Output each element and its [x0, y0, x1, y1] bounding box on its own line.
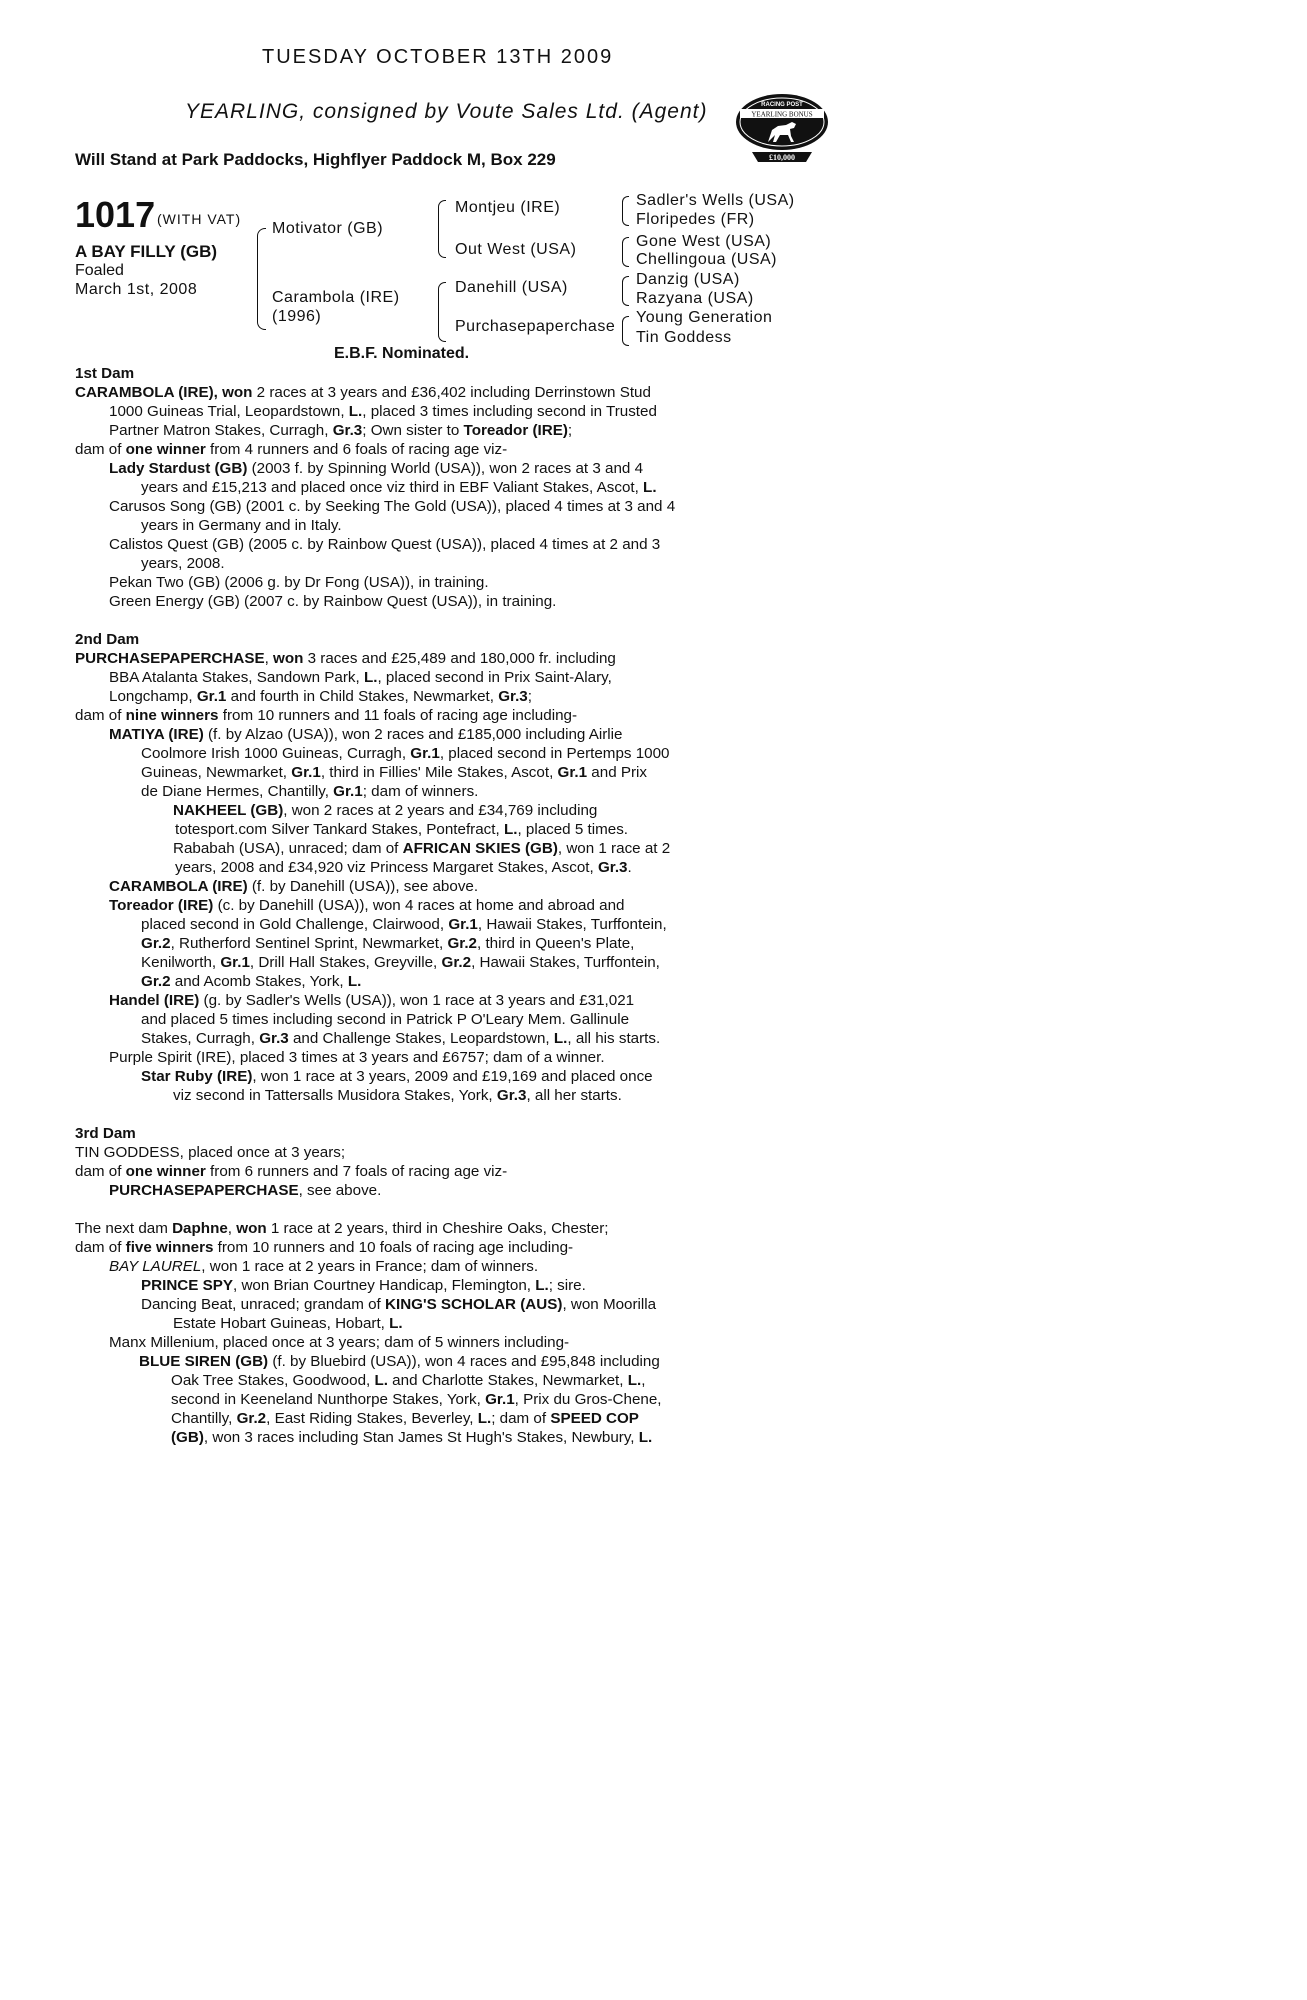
- vat-note: (WITH VAT): [157, 211, 242, 227]
- body-line: [75, 668, 765, 687]
- body-text: , East Riding Stakes, Beverley,: [266, 1410, 478, 1427]
- horse-name: NAKHEEL (GB): [173, 802, 284, 819]
- body-text: Longchamp,: [109, 688, 197, 705]
- body-text: totesport.com Silver Tankard Stakes, Pontefract,: [175, 821, 504, 838]
- race-grade: L.: [347, 973, 362, 990]
- dam-dam: Purchasepaperchase: [455, 318, 616, 335]
- body-text: and Prix: [587, 764, 648, 781]
- body-line: [75, 1314, 765, 1333]
- body-text: Partner Matron Stakes, Curragh,: [109, 422, 333, 439]
- body-line: [75, 440, 765, 459]
- body-text: Kenilworth,: [141, 954, 221, 971]
- sire-dam: Out West (USA): [455, 241, 577, 258]
- body-text: Guineas, Newmarket,: [141, 764, 292, 781]
- race-grade: L.: [553, 1030, 568, 1047]
- body-line: Green Energy (GB) (2007 c. by Rainbow Quest (USA)), in training.: [109, 593, 557, 610]
- race-grade: Gr.1: [333, 783, 363, 800]
- sire: Motivator (GB): [272, 220, 384, 237]
- body-text: ,: [264, 650, 274, 667]
- horse-name: CARAMBOLA (IRE): [109, 878, 248, 895]
- body-text: , Prix du Gros-Chene,: [514, 1391, 662, 1408]
- dam-sire-dam: Razyana (USA): [636, 290, 754, 307]
- body-text: BBA Atalanta Stakes, Sandown Park,: [109, 669, 364, 686]
- race-grade: L.: [503, 821, 518, 838]
- dam-sire: Danehill (USA): [455, 279, 568, 296]
- race-grade: Gr.1: [196, 688, 227, 705]
- body-line: [75, 478, 765, 497]
- race-grade: Gr.1: [448, 916, 478, 933]
- body-line: [75, 402, 765, 421]
- ebf-nominated: E.B.F. Nominated.: [334, 345, 470, 362]
- race-grade: Gr.1: [557, 764, 588, 781]
- body-text: dam of: [75, 707, 126, 724]
- race-grade: L.: [638, 1429, 653, 1446]
- body-line: and placed 5 times including second in Patrick P O'Leary Mem. Gallinule: [141, 1011, 630, 1028]
- badge-amount: £10,000: [769, 153, 795, 162]
- won-label: won: [236, 1220, 267, 1237]
- body-line: Purple Spirit (IRE), placed 3 times at 3 years and £6757; dam of a winner.: [109, 1049, 605, 1066]
- body-text: and fourth in Child Stakes, Newmarket,: [226, 688, 499, 705]
- body-text: , all his starts.: [567, 1030, 661, 1047]
- horse-name: BAY LAUREL: [109, 1258, 202, 1275]
- body-text: and Acomb Stakes, York,: [170, 973, 348, 990]
- horse-name: Lady Stardust (GB): [109, 460, 248, 477]
- race-grade: L.: [363, 669, 378, 686]
- body-text: (c. by Danehill (USA)), won 4 races at home and abroad and: [213, 897, 625, 914]
- body-line: [75, 1295, 765, 1314]
- dam-year: (1996): [272, 308, 322, 325]
- body-line: [75, 991, 765, 1010]
- body-text: , placed second in Pertemps 1000: [439, 745, 670, 762]
- race-grade: Gr.2: [236, 1410, 267, 1427]
- body-text: The next dam: [75, 1220, 173, 1237]
- horse-name: BLUE SIREN (GB): [139, 1353, 269, 1370]
- body-text: placed second in Gold Challenge, Clairwood,: [141, 916, 449, 933]
- pedigree-brace-6: [622, 276, 629, 306]
- body-text: , won 1 race at 2: [557, 840, 671, 857]
- winners-count: one winner: [125, 1163, 206, 1180]
- race-grade: Gr.2: [447, 935, 477, 952]
- body-text: , placed 3 times including second in Trusted: [362, 403, 657, 420]
- body-line: [75, 383, 765, 402]
- body-text: , won 3 races including Stan James St Hugh's Stakes, Newbury,: [203, 1429, 639, 1446]
- body-text: , see above.: [298, 1182, 382, 1199]
- dam-dam-dam: Tin Goddess: [636, 329, 732, 346]
- body-line: Carusos Song (GB) (2001 c. by Seeking The Gold (USA)), placed 4 times at 3 and 4: [109, 498, 676, 515]
- pedigree-brace-5: [622, 237, 629, 267]
- body-line: [75, 839, 765, 858]
- body-text: Coolmore Irish 1000 Guineas, Curragh,: [141, 745, 411, 762]
- race-grade: L.: [535, 1277, 549, 1294]
- body-line: Pekan Two (GB) (2006 g. by Dr Fong (USA)), in training.: [109, 574, 489, 591]
- body-text: , third in Fillies' Mile Stakes, Ascot,: [320, 764, 558, 781]
- race-grade: Gr.3: [498, 688, 528, 705]
- body-line: [75, 1371, 765, 1390]
- body-text: ; dam of: [491, 1410, 551, 1427]
- body-text: , all her starts.: [526, 1087, 622, 1104]
- body-line: [75, 687, 765, 706]
- body-text: from 4 runners and 6 foals of racing age viz-: [205, 441, 508, 458]
- body-line: [75, 972, 765, 991]
- body-line: [75, 421, 765, 440]
- race-grade: Gr.3: [496, 1087, 527, 1104]
- badge-brand: RACING POST: [761, 102, 803, 108]
- body-line: [75, 953, 765, 972]
- body-line: [75, 1276, 765, 1295]
- body-line: years, 2008.: [141, 555, 225, 572]
- race-grade: L.: [643, 479, 657, 496]
- body-text: (f. by Alzao (USA)), won 2 races and £185,000 including Airlie: [203, 726, 623, 743]
- body-text: de Diane Hermes, Chantilly,: [141, 783, 334, 800]
- sire-sire: Montjeu (IRE): [455, 199, 561, 216]
- body-text: (2003 f. by Spinning World (USA)), won 2 races at 3 and 4: [247, 460, 644, 477]
- body-line: TIN GODDESS, placed once at 3 years;: [75, 1144, 346, 1161]
- horse-name: (GB): [171, 1429, 204, 1446]
- body-text: dam of: [75, 1239, 126, 1256]
- body-text: from 6 runners and 7 foals of racing age viz-: [205, 1163, 508, 1180]
- body-line: [75, 1067, 765, 1086]
- body-text: , won 2 races at 2 years and £34,769 including: [283, 802, 598, 819]
- race-grade: Gr.1: [485, 1391, 515, 1408]
- race-grade: Gr.3: [259, 1030, 289, 1047]
- consignor-line: YEARLING, consigned by Voute Sales Ltd. (Agent): [185, 100, 708, 123]
- body-text: , Hawaii Stakes, Turffontein,: [471, 954, 660, 971]
- won-label: won: [273, 650, 304, 667]
- horse-name: PRINCE SPY: [141, 1277, 233, 1294]
- foaled-label: Foaled: [75, 262, 124, 279]
- race-grade: L.: [389, 1315, 403, 1332]
- body-text: Oak Tree Stakes, Goodwood,: [171, 1372, 375, 1389]
- body-text: Rababah (USA), unraced; dam of: [173, 840, 403, 857]
- body-text: second in Keeneland Nunthorpe Stakes, York,: [171, 1391, 486, 1408]
- horse-name: Handel (IRE): [109, 992, 200, 1009]
- body-text: ;: [527, 688, 532, 705]
- body-text: Stakes, Curragh,: [141, 1030, 260, 1047]
- pedigree-brace-7: [622, 316, 629, 346]
- body-line: Calistos Quest (GB) (2005 c. by Rainbow Quest (USA)), placed 4 times at 2 and 3: [109, 536, 661, 553]
- body-text: , Rutherford Sentinel Sprint, Newmarket,: [170, 935, 448, 952]
- body-line: [75, 763, 765, 782]
- horse-name: PURCHASEPAPERCHASE: [75, 650, 265, 667]
- pedigree-brace-1: [257, 228, 266, 330]
- body-text: Chantilly,: [171, 1410, 237, 1427]
- body-text: .: [627, 859, 632, 876]
- body-line: [75, 915, 765, 934]
- winners-count: five winners: [125, 1239, 214, 1256]
- body-text: 1 race at 2 years, third in Cheshire Oaks, Chester;: [266, 1220, 609, 1237]
- body-text: , Hawaii Stakes, Turffontein,: [477, 916, 667, 933]
- body-text: , won 1 race at 3 years, 2009 and £19,169 and placed once: [252, 1068, 653, 1085]
- body-text: 1000 Guineas Trial, Leopardstown,: [109, 403, 349, 420]
- body-line: [75, 1162, 765, 1181]
- body-line: [75, 1428, 765, 1447]
- horse-name: Toreador (IRE): [463, 422, 568, 439]
- body-text: 2 races at 3 years and £36,402 including Derrinstown Stud: [252, 384, 651, 401]
- sire-sire-sire: Sadler's Wells (USA): [636, 192, 795, 209]
- body-line: [75, 649, 765, 668]
- body-line: [75, 1181, 765, 1200]
- horse-name: Toreador (IRE): [109, 897, 214, 914]
- body-text: from 10 runners and 11 foals of racing age including-: [218, 707, 578, 724]
- race-grade: Gr.1: [220, 954, 250, 971]
- section-heading: 1st Dam: [75, 365, 135, 382]
- body-line: [75, 1029, 765, 1048]
- body-line: [75, 782, 765, 801]
- spacer: [75, 611, 765, 630]
- body-line: [75, 934, 765, 953]
- race-grade: Gr.2: [141, 973, 171, 990]
- winners-count: nine winners: [125, 707, 219, 724]
- sale-date: TUESDAY OCTOBER 13TH 2009: [262, 46, 614, 68]
- body-text: , won 1 race at 2 years in France; dam of winners.: [201, 1258, 539, 1275]
- badge-title: YEARLING BONUS: [751, 110, 813, 119]
- horse-name: PURCHASEPAPERCHASE: [109, 1182, 299, 1199]
- body-line: [75, 1219, 765, 1238]
- body-text: Dancing Beat, unraced; grandam of: [141, 1296, 385, 1313]
- sire-dam-sire: Gone West (USA): [636, 233, 772, 250]
- body-text: dam of: [75, 441, 126, 458]
- body-text: (f. by Bluebird (USA)), won 4 races and £95,848 including: [268, 1353, 660, 1370]
- body-line: [75, 1086, 765, 1105]
- catalogue-body: [75, 364, 765, 1447]
- race-grade: L.: [627, 1372, 642, 1389]
- body-line: [75, 1238, 765, 1257]
- horse-name: Star Ruby (IRE): [141, 1068, 253, 1085]
- body-line: [75, 1409, 765, 1428]
- body-text: ;: [567, 422, 573, 439]
- body-text: viz second in Tattersalls Musidora Stakes, York,: [173, 1087, 497, 1104]
- race-grade: L.: [348, 403, 363, 420]
- body-line: [75, 1257, 765, 1276]
- body-line: [75, 1390, 765, 1409]
- yearling-bonus-badge: [734, 92, 830, 164]
- dam: Carambola (IRE): [272, 289, 400, 306]
- body-text: (f. by Danehill (USA)), see above.: [247, 878, 479, 895]
- lot-number: 1017: [75, 194, 156, 235]
- section-heading: 3rd Dam: [75, 1125, 136, 1142]
- sire-dam-dam: Chellingoua (USA): [636, 251, 778, 268]
- foaled-date: March 1st, 2008: [75, 281, 198, 298]
- body-line: years in Germany and in Italy.: [141, 517, 342, 534]
- winners-count: one winner: [125, 441, 206, 458]
- body-text: ; dam of winners.: [362, 783, 479, 800]
- dam-sire-sire: Danzig (USA): [636, 271, 740, 288]
- body-line: [75, 801, 765, 820]
- spacer: [75, 1105, 765, 1124]
- pedigree-brace-4: [622, 196, 629, 226]
- body-text: , placed 5 times.: [517, 821, 629, 838]
- race-grade: L.: [374, 1372, 388, 1389]
- body-line: [75, 706, 765, 725]
- dam-dam-sire: Young Generation: [636, 309, 773, 326]
- horse-name: CARAMBOLA (IRE), won: [75, 384, 253, 401]
- body-line: [75, 877, 765, 896]
- spacer: [75, 1200, 765, 1219]
- race-grade: Gr.2: [141, 935, 171, 952]
- body-line: [75, 459, 765, 478]
- body-text: ; Own sister to: [362, 422, 464, 439]
- lot-name: A BAY FILLY (GB): [75, 242, 218, 261]
- race-grade: Gr.3: [597, 859, 628, 876]
- body-text: , third in Queen's Plate,: [477, 935, 635, 952]
- body-text: (g. by Sadler's Wells (USA)), won 1 race at 3 years and £31,021: [199, 992, 635, 1009]
- body-text: and Challenge Stakes, Leopardstown,: [288, 1030, 554, 1047]
- sire-sire-dam: Floripedes (FR): [636, 211, 755, 228]
- race-grade: Gr.2: [441, 954, 472, 971]
- body-text: , won Brian Courtney Handicap, Flemington,: [233, 1277, 536, 1294]
- body-line: Manx Millenium, placed once at 3 years; dam of 5 winners including-: [109, 1334, 570, 1351]
- horse-name: Daphne: [172, 1220, 228, 1237]
- body-text: ,: [641, 1372, 646, 1389]
- body-text: 3 races and £25,489 and 180,000 fr. including: [303, 650, 616, 667]
- body-text: and Charlotte Stakes, Newmarket,: [387, 1372, 628, 1389]
- horse-name: SPEED COP: [550, 1410, 639, 1427]
- pedigree-brace-2: [438, 200, 446, 258]
- section-heading: 2nd Dam: [75, 631, 140, 648]
- body-text: years and £15,213 and placed once viz third in EBF Valiant Stakes, Ascot,: [141, 479, 644, 496]
- body-text: ; sire.: [548, 1277, 586, 1294]
- race-grade: L.: [477, 1410, 492, 1427]
- body-text: , placed second in Prix Saint-Alary,: [377, 669, 612, 686]
- body-text: from 10 runners and 10 foals of racing age including-: [213, 1239, 574, 1256]
- stand-location: Will Stand at Park Paddocks, Highflyer Paddock M, Box 229: [75, 150, 556, 169]
- body-text: dam of: [75, 1163, 126, 1180]
- horse-name: MATIYA (IRE): [109, 726, 204, 743]
- body-line: [75, 725, 765, 744]
- body-text: ,: [227, 1220, 237, 1237]
- body-text: , Drill Hall Stakes, Greyville,: [249, 954, 442, 971]
- body-text: Estate Hobart Guineas, Hobart,: [173, 1315, 390, 1332]
- race-grade: Gr.3: [332, 422, 363, 439]
- body-line: [75, 1352, 765, 1371]
- horse-name: AFRICAN SKIES (GB): [402, 840, 558, 857]
- body-line: [75, 858, 765, 877]
- body-line: [75, 744, 765, 763]
- body-line: [75, 896, 765, 915]
- race-grade: Gr.1: [291, 764, 321, 781]
- body-text: years, 2008 and £34,920 viz Princess Margaret Stakes, Ascot,: [175, 859, 598, 876]
- pedigree-brace-3: [438, 282, 446, 342]
- body-line: [75, 820, 765, 839]
- horse-name: KING'S SCHOLAR (AUS): [385, 1296, 563, 1313]
- body-text: , won Moorilla: [562, 1296, 657, 1313]
- race-grade: Gr.1: [410, 745, 440, 762]
